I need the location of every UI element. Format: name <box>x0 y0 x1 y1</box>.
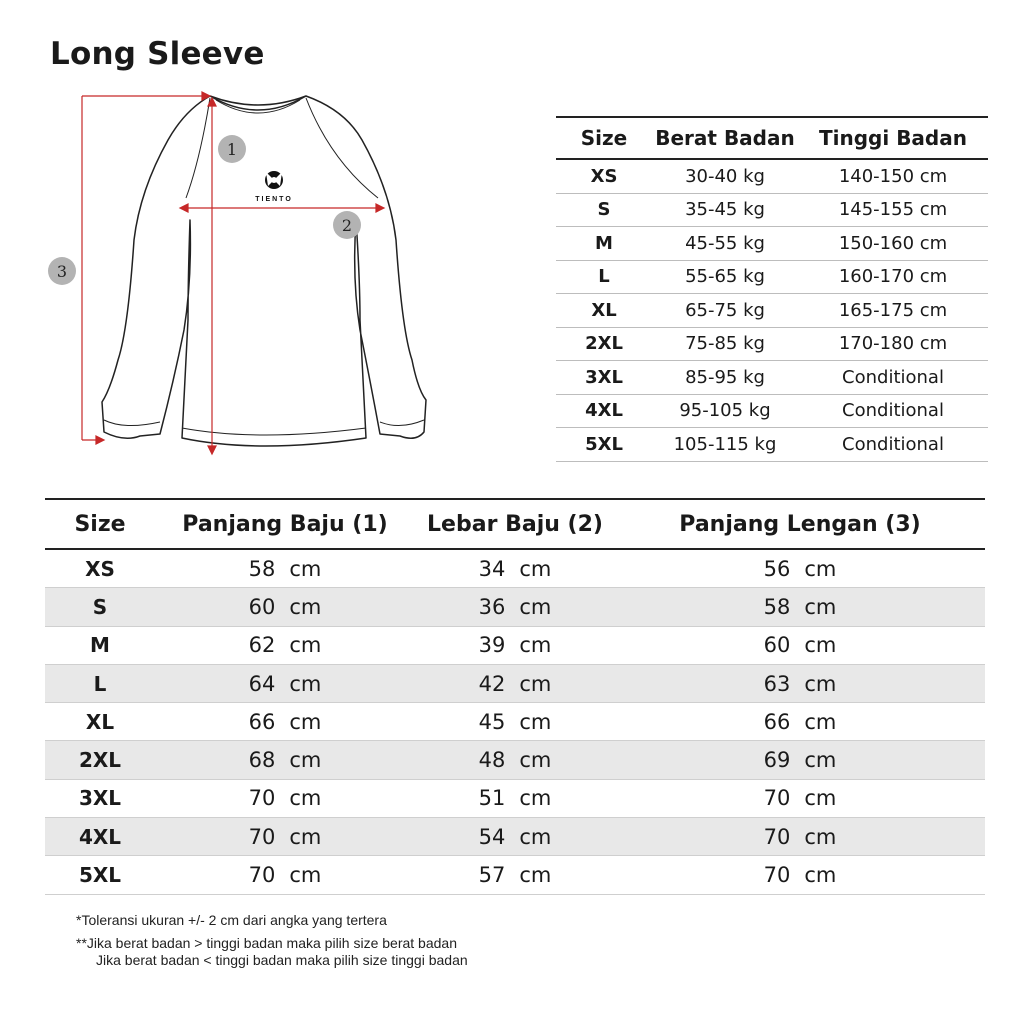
height-cell: Conditional <box>842 433 944 455</box>
measure-value: 42 <box>478 671 506 696</box>
shirt-diagram <box>40 80 460 480</box>
measure-unit: cm <box>289 786 322 811</box>
measure-unit: cm <box>519 824 552 849</box>
measure-unit: cm <box>289 633 322 658</box>
weight-cell: 30-40 kg <box>685 165 765 187</box>
width-cell <box>415 595 615 619</box>
size-cell: XS <box>85 556 115 581</box>
measure-value: 70 <box>763 863 791 888</box>
footnote-height-rule: Jika berat badan < tinggi badan maka pilih size tinggi badan <box>96 952 468 968</box>
width-cell <box>415 710 615 734</box>
measure-value: 66 <box>248 709 276 734</box>
table-row <box>45 627 985 665</box>
measure-unit: cm <box>289 594 322 619</box>
measure-value: 63 <box>763 671 791 696</box>
footnote-tolerance: *Toleransi ukuran +/- 2 cm dari angka yang tertera <box>76 912 387 928</box>
length-cell <box>155 633 415 657</box>
measure-unit: cm <box>804 671 837 696</box>
body-size-table <box>556 116 988 462</box>
measure-unit: cm <box>804 633 837 658</box>
width-cell <box>415 863 615 887</box>
size-cell: 2XL <box>585 333 623 355</box>
height-cell: Conditional <box>842 366 944 388</box>
measure-unit: cm <box>804 709 837 734</box>
page-title: Long Sleeve <box>50 36 265 72</box>
sleeve-cell <box>615 672 985 696</box>
weight-cell: 105-115 kg <box>673 433 777 455</box>
measure-unit: cm <box>804 863 837 888</box>
table-row <box>556 361 988 395</box>
table-row <box>556 428 988 462</box>
measure-unit: cm <box>519 556 552 581</box>
size-cell: M <box>90 633 110 658</box>
col-sleeve-header: Panjang Lengan (3) <box>679 511 921 537</box>
height-cell: 150-160 cm <box>838 232 948 254</box>
measure-value: 58 <box>763 594 791 619</box>
size-cell: L <box>598 266 610 288</box>
table-row <box>45 741 985 779</box>
measure-unit: cm <box>519 709 552 734</box>
weight-cell: 75-85 kg <box>685 333 765 355</box>
sleeve-cell <box>615 825 985 849</box>
weight-cell: 65-75 kg <box>685 299 765 321</box>
measure-value: 70 <box>248 863 276 888</box>
table-row <box>45 780 985 818</box>
length-cell <box>155 672 415 696</box>
size-cell: S <box>597 199 611 221</box>
height-cell: Conditional <box>842 400 944 422</box>
measure-value: 70 <box>248 824 276 849</box>
body-table-header <box>556 118 988 160</box>
brand-logo-icon <box>265 171 283 189</box>
svg-text:2: 2 <box>341 216 353 235</box>
sleeve-cell <box>615 863 985 887</box>
table-row <box>556 227 988 261</box>
measure-unit: cm <box>804 786 837 811</box>
marker-3 <box>48 257 76 285</box>
height-cell: 145-155 cm <box>838 199 948 221</box>
footnote-weight-rule: **Jika berat badan > tinggi badan maka pilih size berat badan <box>76 935 457 951</box>
length-cell <box>155 557 415 581</box>
measure-unit: cm <box>289 824 322 849</box>
measure-unit: cm <box>519 786 552 811</box>
sleeve-cell <box>615 595 985 619</box>
measure-unit: cm <box>289 671 322 696</box>
measure-value: 62 <box>248 633 276 658</box>
measure-unit: cm <box>289 863 322 888</box>
measure-unit: cm <box>804 556 837 581</box>
weight-cell: 85-95 kg <box>685 366 765 388</box>
measure-unit: cm <box>519 863 552 888</box>
table-row <box>45 665 985 703</box>
table-row <box>556 261 988 295</box>
col-size-header: Size <box>580 126 628 150</box>
table-row <box>556 294 988 328</box>
svg-text:3: 3 <box>56 262 68 281</box>
col-height-header: Tinggi Badan <box>819 126 967 150</box>
table-row <box>556 160 988 194</box>
measure-value: 57 <box>478 863 506 888</box>
measure-value: 54 <box>478 824 506 849</box>
col-length-header: Panjang Baju (1) <box>182 511 388 537</box>
size-cell: 2XL <box>78 748 122 773</box>
width-cell <box>415 672 615 696</box>
measure-value: 58 <box>248 556 276 581</box>
height-cell: 140-150 cm <box>838 165 948 187</box>
size-cell: M <box>595 232 613 254</box>
size-cell: XL <box>85 709 115 734</box>
size-cell: L <box>93 671 107 696</box>
measure-value: 39 <box>478 633 506 658</box>
measure-value: 36 <box>478 594 506 619</box>
measurement-table-header <box>45 498 985 550</box>
measure-value: 34 <box>478 556 506 581</box>
table-row <box>556 395 988 429</box>
measure-value: 60 <box>763 633 791 658</box>
measure-unit: cm <box>289 709 322 734</box>
measure-unit: cm <box>519 633 552 658</box>
sleeve-cell <box>615 748 985 772</box>
measure-value: 70 <box>248 786 276 811</box>
width-cell <box>415 557 615 581</box>
size-cell: 5XL <box>585 433 623 455</box>
measure-value: 70 <box>763 824 791 849</box>
footnotes <box>76 912 468 969</box>
size-cell: 4XL <box>78 824 122 849</box>
weight-cell: 45-55 kg <box>685 232 765 254</box>
length-cell <box>155 786 415 810</box>
marker-1 <box>218 135 246 163</box>
measure-value: 64 <box>248 671 276 696</box>
measure-unit: cm <box>804 748 837 773</box>
measure-unit: cm <box>519 671 552 696</box>
height-cell: 165-175 cm <box>838 299 948 321</box>
measure-value: 70 <box>763 786 791 811</box>
width-cell <box>415 633 615 657</box>
measurement-table <box>45 498 985 895</box>
length-cell <box>155 825 415 849</box>
height-cell: 170-180 cm <box>838 333 948 355</box>
size-cell: XS <box>590 165 618 187</box>
size-cell: 3XL <box>585 366 623 388</box>
measure-value: 60 <box>248 594 276 619</box>
weight-cell: 95-105 kg <box>679 400 771 422</box>
width-cell <box>415 825 615 849</box>
width-cell <box>415 748 615 772</box>
size-cell: 4XL <box>585 400 623 422</box>
sleeve-cell <box>615 710 985 734</box>
measure-unit: cm <box>519 594 552 619</box>
table-row <box>45 703 985 741</box>
length-cell <box>155 863 415 887</box>
length-cell <box>155 710 415 734</box>
measure-unit: cm <box>289 556 322 581</box>
col-width-header: Lebar Baju (2) <box>427 511 603 537</box>
measure-value: 48 <box>478 748 506 773</box>
height-cell: 160-170 cm <box>838 266 948 288</box>
brand-logo-text: TIENTO <box>255 196 293 203</box>
size-cell: 3XL <box>78 786 122 811</box>
weight-cell: 35-45 kg <box>685 199 765 221</box>
measure-unit: cm <box>289 748 322 773</box>
measure-value: 68 <box>248 748 276 773</box>
measure-unit: cm <box>804 594 837 619</box>
measure-value: 56 <box>763 556 791 581</box>
col-size-header: Size <box>74 511 126 537</box>
measure-value: 69 <box>763 748 791 773</box>
measure-value: 51 <box>478 786 506 811</box>
measure-unit: cm <box>804 824 837 849</box>
length-cell <box>155 595 415 619</box>
sleeve-cell <box>615 786 985 810</box>
measure-value: 45 <box>478 709 506 734</box>
table-row <box>45 588 985 626</box>
table-row <box>45 856 985 894</box>
svg-text:1: 1 <box>226 140 238 159</box>
shirt-outline <box>102 96 426 446</box>
sleeve-cell <box>615 633 985 657</box>
measure-unit: cm <box>519 748 552 773</box>
weight-cell: 55-65 kg <box>685 266 765 288</box>
size-cell: 5XL <box>78 863 122 888</box>
table-row <box>556 328 988 362</box>
table-row <box>45 818 985 856</box>
table-row <box>45 550 985 588</box>
measure-value: 66 <box>763 709 791 734</box>
size-cell: XL <box>591 299 617 321</box>
col-weight-header: Berat Badan <box>655 126 795 150</box>
width-cell <box>415 786 615 810</box>
length-cell <box>155 748 415 772</box>
size-cell: S <box>92 594 108 619</box>
sleeve-cell <box>615 557 985 581</box>
marker-2 <box>333 211 361 239</box>
table-row <box>556 194 988 228</box>
